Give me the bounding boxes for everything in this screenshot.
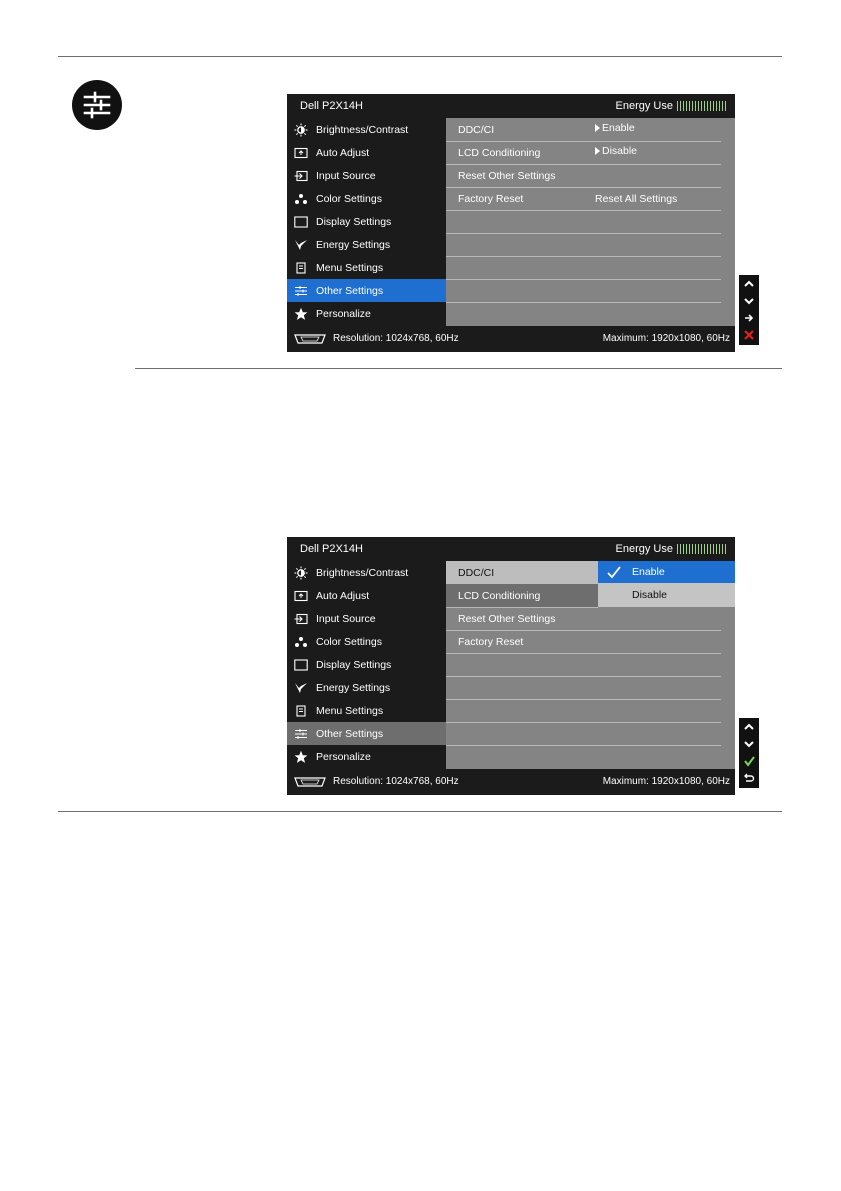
brightness-icon xyxy=(294,123,308,137)
row-label: DDC/CI xyxy=(458,124,495,136)
menu-item-label: Auto Adjust xyxy=(316,146,370,159)
divider xyxy=(58,811,782,812)
resolution-text: Resolution: 1024x768, 60Hz xyxy=(333,333,459,344)
row-value: Reset All Settings xyxy=(595,193,678,205)
menu-item-energy-settings[interactable] xyxy=(287,676,446,699)
row-label: LCD Conditioning xyxy=(458,590,541,602)
osd-main-menu xyxy=(287,118,446,326)
row-reset-other-settings[interactable] xyxy=(446,164,721,188)
empty-row xyxy=(446,722,721,746)
energy-label: Energy Use xyxy=(615,100,673,112)
input-source-icon xyxy=(294,169,308,183)
row-ddc-ci[interactable] xyxy=(446,118,721,142)
other-settings-icon xyxy=(294,727,308,741)
menu-item-personalize[interactable] xyxy=(287,302,446,325)
menu-item-color-settings[interactable] xyxy=(287,187,446,210)
maximum-resolution-text: Maximum: 1920x1080, 60Hz xyxy=(602,776,730,787)
menu-item-auto-adjust[interactable] xyxy=(287,141,446,164)
option-label: Enable xyxy=(632,566,665,578)
osd-footer xyxy=(287,769,735,795)
menu-item-label: Display Settings xyxy=(316,658,392,671)
check-icon xyxy=(606,565,622,579)
menu-item-label: Menu Settings xyxy=(316,704,384,717)
check-icon[interactable] xyxy=(739,752,759,770)
row-label: Factory Reset xyxy=(458,636,524,648)
input-source-icon xyxy=(294,612,308,626)
osd-main-menu xyxy=(287,561,446,769)
osd-menu-other-settings xyxy=(287,94,735,352)
menu-item-label: Input Source xyxy=(316,612,376,625)
up-icon[interactable] xyxy=(739,275,759,293)
menu-item-label: Other Settings xyxy=(316,727,384,740)
maximum-resolution-text: Maximum: 1920x1080, 60Hz xyxy=(602,333,730,344)
display-settings-icon xyxy=(294,658,308,672)
color-settings-icon xyxy=(294,192,308,206)
empty-row xyxy=(446,210,721,234)
row-value-text: Disable xyxy=(602,145,638,157)
osd-header xyxy=(287,94,735,118)
menu-item-color-settings[interactable] xyxy=(287,630,446,653)
color-settings-icon xyxy=(294,635,308,649)
empty-row xyxy=(446,676,721,700)
menu-item-input-source[interactable] xyxy=(287,607,446,630)
osd-submenu xyxy=(446,118,735,326)
personalize-icon xyxy=(294,750,308,764)
energy-bars xyxy=(677,101,727,111)
energy-bars xyxy=(677,544,727,554)
menu-item-label: Display Settings xyxy=(316,215,392,228)
row-ddc-ci[interactable] xyxy=(446,561,598,585)
energy-settings-icon xyxy=(294,238,308,252)
close-icon[interactable] xyxy=(739,326,759,344)
menu-item-label: Personalize xyxy=(316,750,371,763)
vga-connector-icon xyxy=(293,776,327,788)
menu-item-label: Other Settings xyxy=(316,284,384,297)
energy-meter xyxy=(616,100,727,112)
empty-row xyxy=(446,699,721,723)
osd-footer xyxy=(287,326,735,352)
empty-row xyxy=(446,279,721,303)
menu-item-menu-settings[interactable] xyxy=(287,699,446,722)
brightness-icon xyxy=(294,566,308,580)
empty-row xyxy=(446,233,721,257)
down-icon[interactable] xyxy=(739,292,759,310)
menu-item-label: Brightness/Contrast xyxy=(316,123,409,136)
personalize-icon xyxy=(294,307,308,321)
menu-item-label: Energy Settings xyxy=(316,238,391,251)
back-icon[interactable] xyxy=(739,769,759,787)
display-settings-icon xyxy=(294,215,308,229)
option-enable[interactable] xyxy=(598,561,735,583)
auto-adjust-icon xyxy=(294,589,308,603)
osd-menu-ddc-ci-options xyxy=(287,537,735,795)
right-arrow-icon[interactable] xyxy=(739,309,759,327)
empty-row xyxy=(446,653,721,677)
menu-settings-icon xyxy=(294,261,308,275)
divider xyxy=(135,368,782,369)
menu-item-label: Menu Settings xyxy=(316,261,384,274)
menu-item-display-settings[interactable] xyxy=(287,210,446,233)
menu-item-energy-settings[interactable] xyxy=(287,233,446,256)
osd-buttons xyxy=(739,718,759,788)
menu-item-auto-adjust[interactable] xyxy=(287,584,446,607)
menu-item-menu-settings[interactable] xyxy=(287,256,446,279)
model-name: Dell P2X14H xyxy=(300,100,363,112)
menu-item-label: Brightness/Contrast xyxy=(316,566,409,579)
option-disable[interactable] xyxy=(598,583,735,607)
menu-item-label: Energy Settings xyxy=(316,681,391,694)
arrow-right-icon xyxy=(595,147,600,155)
row-label: Reset Other Settings xyxy=(458,170,556,182)
other-settings-icon xyxy=(72,80,122,130)
row-value-text: Enable xyxy=(602,122,635,134)
menu-item-label: Auto Adjust xyxy=(316,589,370,602)
row-value xyxy=(595,145,637,157)
row-reset-other-settings[interactable] xyxy=(446,607,721,631)
option-list xyxy=(598,561,735,607)
row-label: DDC/CI xyxy=(458,567,495,579)
energy-meter xyxy=(616,543,727,555)
row-label: LCD Conditioning xyxy=(458,147,541,159)
menu-item-label: Color Settings xyxy=(316,635,382,648)
row-factory-reset[interactable] xyxy=(446,630,721,654)
menu-item-other-settings[interactable] xyxy=(287,279,446,302)
osd-header xyxy=(287,537,735,561)
up-icon[interactable] xyxy=(739,718,759,736)
menu-settings-icon xyxy=(294,704,308,718)
menu-item-brightness-contrast[interactable] xyxy=(287,561,446,584)
arrow-right-icon xyxy=(595,124,600,132)
row-factory-reset[interactable] xyxy=(446,187,721,211)
auto-adjust-icon xyxy=(294,146,308,160)
row-lcd-conditioning[interactable] xyxy=(446,141,721,165)
down-icon[interactable] xyxy=(739,735,759,753)
vga-connector-icon xyxy=(293,333,327,345)
row-label: Factory Reset xyxy=(458,193,524,205)
row-label: Reset Other Settings xyxy=(458,613,556,625)
resolution-text: Resolution: 1024x768, 60Hz xyxy=(333,776,459,787)
menu-item-label: Color Settings xyxy=(316,192,382,205)
energy-settings-icon xyxy=(294,681,308,695)
model-name: Dell P2X14H xyxy=(300,543,363,555)
other-settings-icon xyxy=(294,284,308,298)
row-lcd-conditioning[interactable] xyxy=(446,584,598,608)
menu-item-input-source[interactable] xyxy=(287,164,446,187)
divider xyxy=(58,56,782,57)
menu-item-other-settings[interactable] xyxy=(287,722,446,745)
menu-item-label: Personalize xyxy=(316,307,371,320)
menu-item-display-settings[interactable] xyxy=(287,653,446,676)
row-value xyxy=(595,122,635,134)
energy-label: Energy Use xyxy=(615,543,673,555)
option-label: Disable xyxy=(632,589,668,601)
menu-item-brightness-contrast[interactable] xyxy=(287,118,446,141)
menu-item-personalize[interactable] xyxy=(287,745,446,768)
menu-item-label: Input Source xyxy=(316,169,376,182)
empty-row xyxy=(446,256,721,280)
osd-buttons xyxy=(739,275,759,345)
